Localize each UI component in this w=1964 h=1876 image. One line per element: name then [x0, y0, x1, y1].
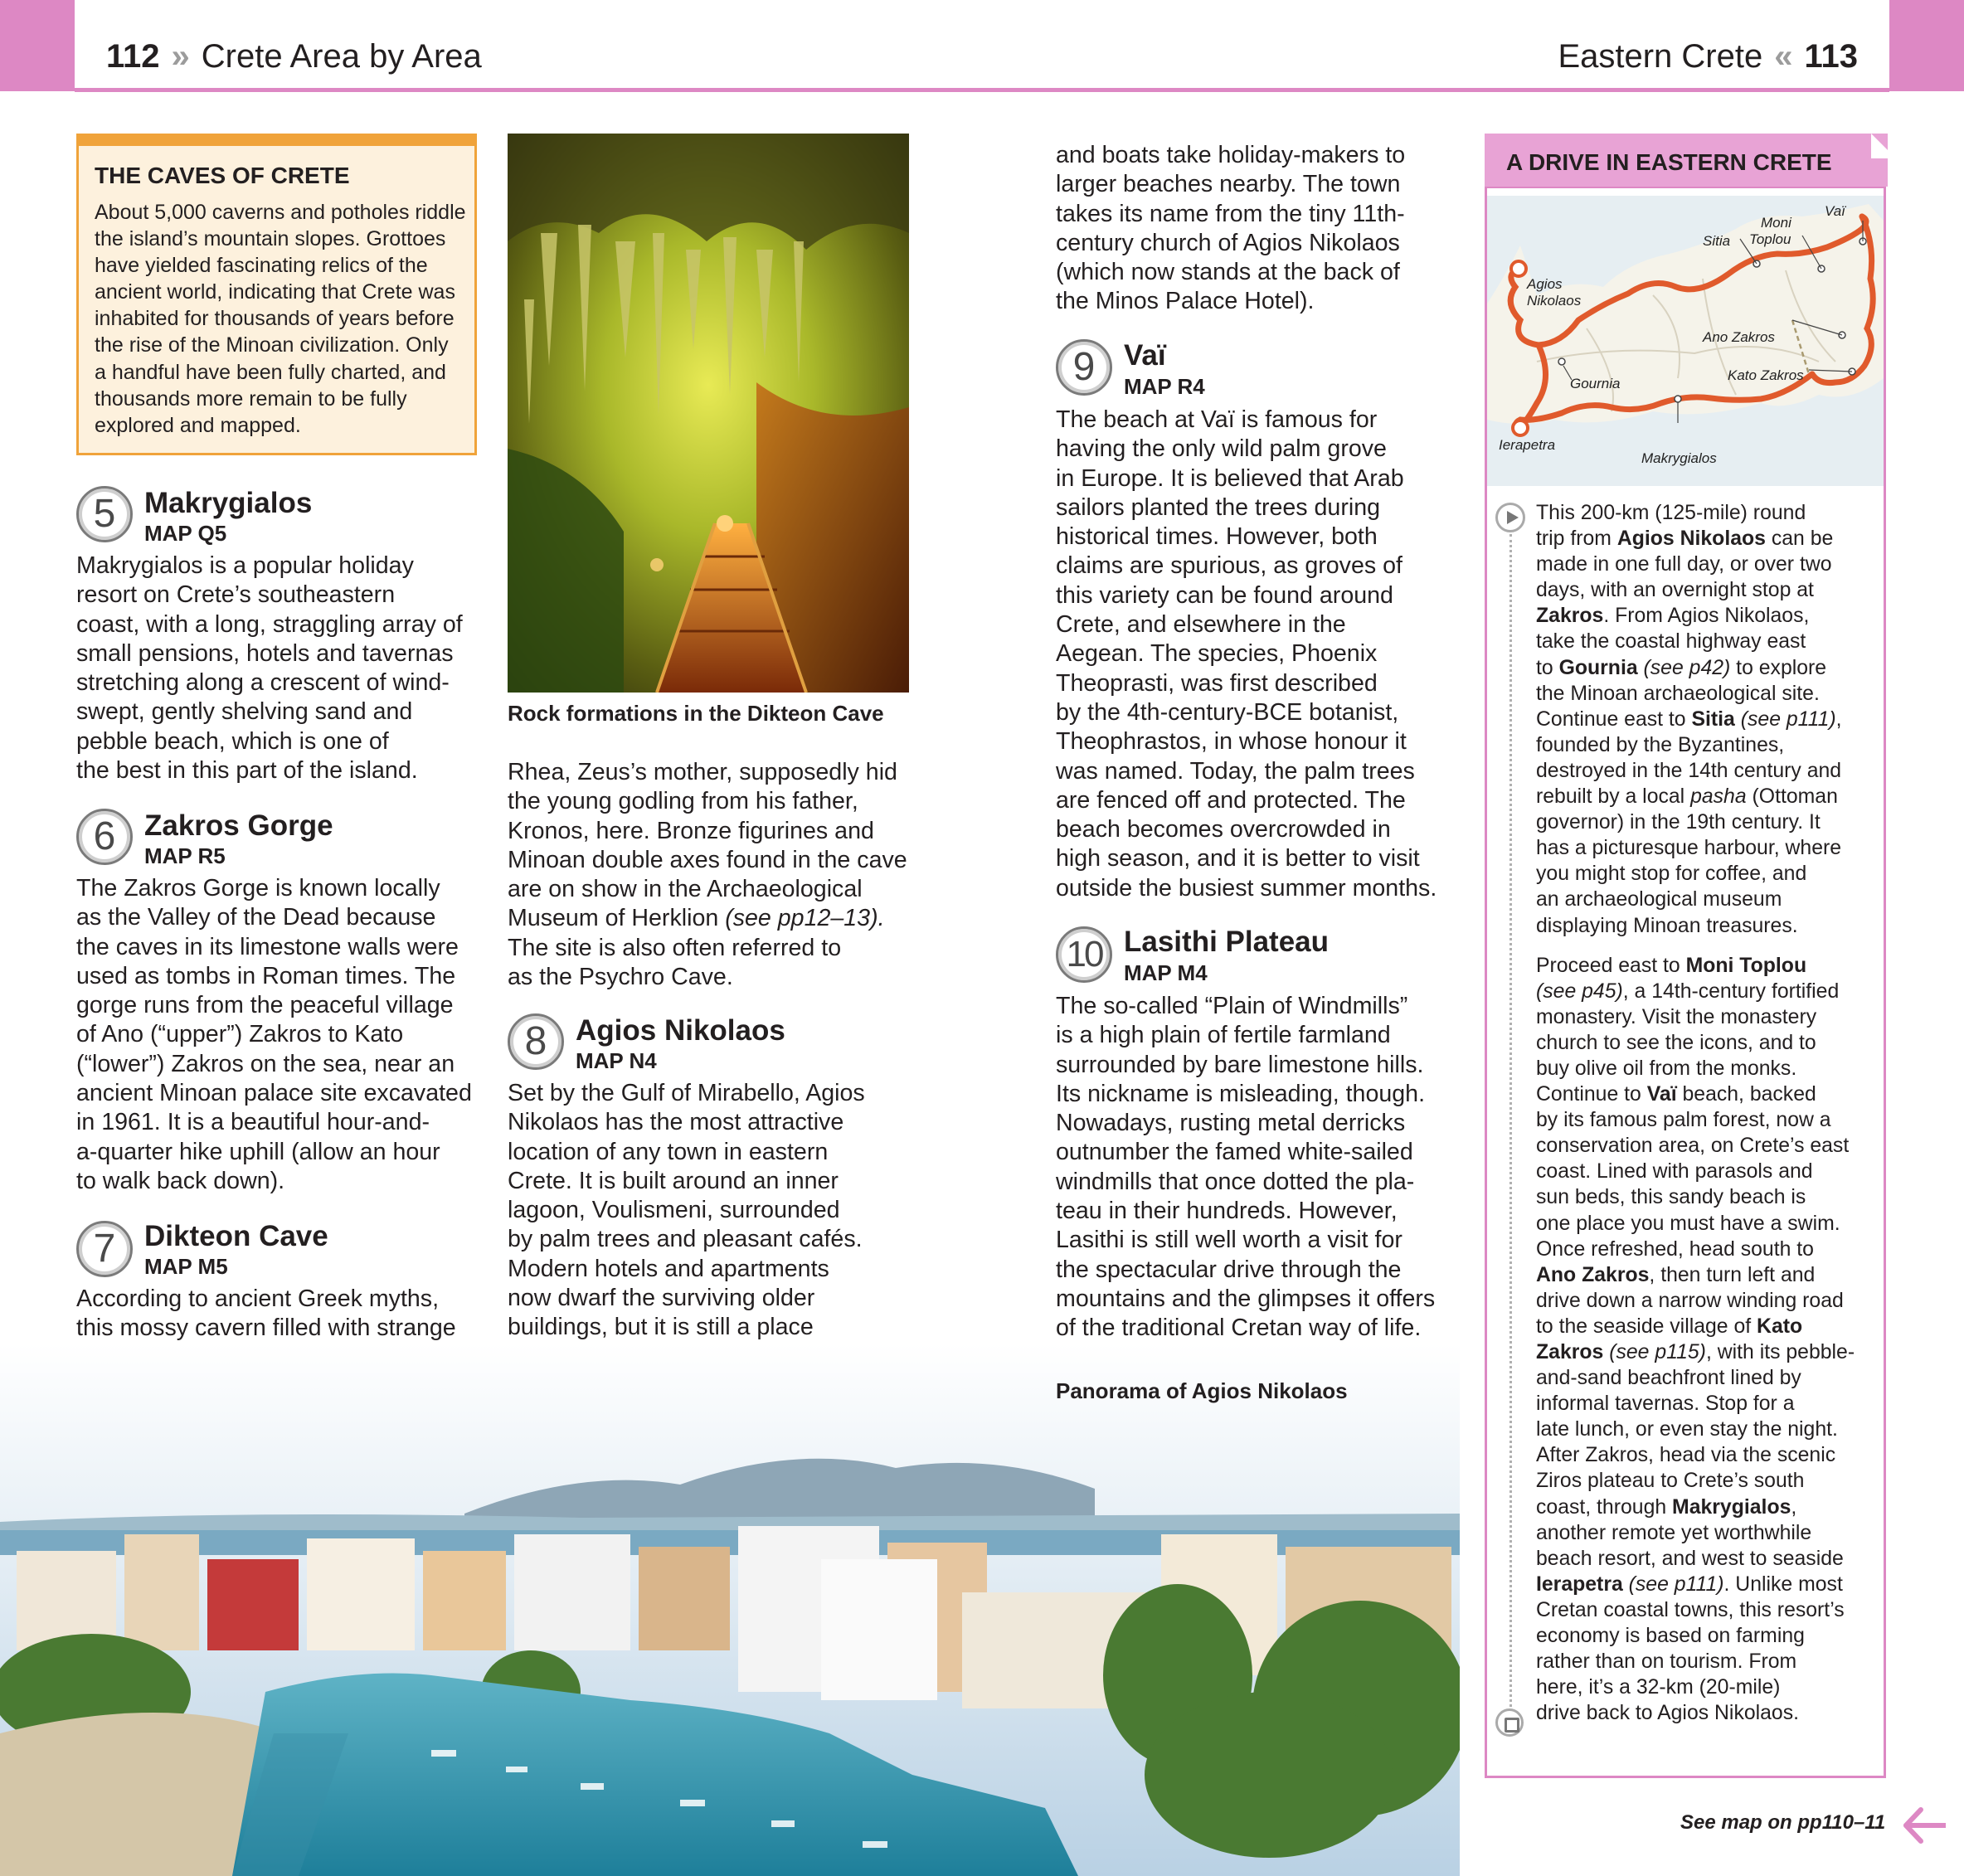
- text-run: [1623, 1573, 1629, 1596]
- place-name: Zakros: [1536, 1341, 1604, 1363]
- text-run: informal tavernas. Stop for a: [1536, 1392, 1795, 1416]
- text-line: coast, with a long, straggling array of: [76, 610, 463, 638]
- text-run: to explore: [1730, 656, 1827, 679]
- text-run: ,: [1791, 1495, 1797, 1519]
- text-line: to walk back down).: [76, 1167, 285, 1194]
- text-line: outside the busiest summer months.: [1056, 874, 1437, 902]
- text-line: Its nickname is misleading, though.: [1056, 1080, 1426, 1107]
- place-name: Makrygialos: [1672, 1495, 1791, 1519]
- right-section-title: Eastern Crete: [1558, 38, 1763, 75]
- text-line: the best in this part of the island.: [76, 757, 418, 785]
- text-run: has a picturesque harbour, where: [1536, 837, 1842, 860]
- text-run: to the seaside village of: [1536, 1315, 1757, 1338]
- map-label-nikolaos: Nikolaos: [1527, 293, 1582, 309]
- text-run: founded by the Byzantines,: [1536, 733, 1785, 756]
- text-line: [1536, 784, 1878, 809]
- text-line: [1536, 1649, 1878, 1674]
- text-run: here, it’s a 32-km (20-mile): [1536, 1676, 1781, 1699]
- entry-number-badge: 6: [76, 809, 133, 865]
- route-start-icon: [1495, 503, 1525, 532]
- text-line: sailors planted the trees during: [1056, 493, 1381, 521]
- text-line: [1536, 707, 1878, 732]
- text-line: now dwarf the surviving older: [508, 1285, 815, 1312]
- text-line: Crete. It is built around an inner: [508, 1167, 839, 1194]
- map-label-gournia: Gournia: [1570, 376, 1621, 391]
- map-label-vai: Vaï: [1825, 203, 1845, 219]
- text-run: coast. Lined with parasols and: [1536, 1160, 1813, 1183]
- text-line: and boats take holiday-makers to: [1056, 142, 1406, 168]
- page-ref: pasha: [1690, 785, 1747, 809]
- dikteon-cont-lines: [508, 758, 922, 904]
- dikteon-museum-ref: [508, 904, 922, 933]
- text-run: Continue east to: [1536, 707, 1692, 731]
- text-run: , a 14th-century fortified: [1622, 979, 1840, 1003]
- text-line: of the traditional Cretan way of life.: [1056, 1315, 1422, 1342]
- text-line: [1536, 835, 1878, 861]
- chevron-left-icon: «: [1774, 38, 1793, 75]
- drive-panel-title: A DRIVE IN EASTERN CRETE: [1506, 149, 1832, 175]
- text-line: are fenced off and protected. The: [1056, 786, 1406, 814]
- text-line: (which now stands at the back of: [1056, 259, 1400, 286]
- entry-title-vai: Vaï: [1124, 339, 1166, 372]
- text-run: . From Agios Nikolaos,: [1603, 605, 1810, 628]
- agios-nikolaos-marker: [1511, 261, 1526, 276]
- text-line: [1536, 1700, 1878, 1726]
- text-run: , with its pebble-: [1705, 1341, 1855, 1363]
- entry-body-zakros-gorge: [76, 874, 491, 1196]
- text-line: a handful have been fully charted, and: [95, 360, 446, 384]
- text-line: the young godling from his father,: [508, 788, 858, 815]
- text-run: [1638, 657, 1644, 679]
- ierapetra-marker: [1513, 420, 1528, 435]
- text-line: used as tombs in Roman times. The: [76, 962, 456, 989]
- text-run: made in one full day, or over two: [1536, 553, 1832, 576]
- text-run: [1735, 708, 1741, 731]
- text-line: [1536, 1107, 1878, 1133]
- text-run: sun beds, this sandy beach is: [1536, 1186, 1806, 1209]
- text-line: small pensions, hotels and tavernas: [76, 639, 454, 667]
- map-label-moni: Moni: [1761, 215, 1791, 231]
- text-line: Lasithi is still well worth a visit for: [1056, 1227, 1403, 1254]
- text-line: thousands more remain to be fully: [95, 386, 407, 411]
- entry-map-ref: MAP N4: [576, 1048, 657, 1073]
- entry-map-ref: MAP Q5: [144, 521, 227, 546]
- text-line: Theophrastos, in whose honour it: [1056, 728, 1407, 756]
- text-line: Minoan double axes found in the cave: [508, 846, 907, 873]
- entry-title-dikteon-cave: Dikteon Cave: [144, 1220, 328, 1252]
- text-line: ancient Minoan palace site excavated: [76, 1080, 472, 1107]
- text-line: [1536, 1133, 1878, 1159]
- text-run: destroyed in the 14th century and: [1536, 759, 1842, 782]
- cave-photo-caption: Rock formations in the Dikteon Cave: [508, 701, 884, 726]
- text-line: pebble beach, which is one of: [76, 727, 389, 755]
- text-run: buy olive oil from the monks.: [1536, 1057, 1797, 1080]
- entry-number-badge: 9: [1056, 339, 1112, 396]
- text-line: swept, gently shelving sand and: [76, 698, 413, 726]
- entry-title-lasithi-plateau: Lasithi Plateau: [1124, 926, 1330, 958]
- text-line: The site is also often referred to: [508, 934, 842, 961]
- text-line: [1536, 603, 1878, 629]
- text-line: outnumber the famed white-sailed: [1056, 1139, 1413, 1166]
- entry-number-badge: 10: [1056, 926, 1112, 983]
- map-label-ano-zakros: Ano Zakros: [1703, 329, 1775, 345]
- text-line: [1536, 1004, 1878, 1030]
- text-line: [1536, 1237, 1878, 1262]
- text-line: century church of Agios Nikolaos: [1056, 229, 1400, 256]
- text-line: According to ancient Greek myths,: [76, 1285, 440, 1312]
- text-line: teau in their hundreds. However,: [1056, 1198, 1398, 1225]
- entry-number-badge: 8: [508, 1013, 564, 1070]
- entry-map-ref: MAP M4: [1124, 960, 1208, 985]
- text-line: Nowadays, rusting metal derricks: [1056, 1110, 1406, 1137]
- text-line: as the Valley of the Dead because: [76, 904, 436, 931]
- panorama-illustration: [0, 1344, 1460, 1876]
- text-line: [1536, 1365, 1878, 1391]
- arrow-left-icon: [1899, 1805, 1946, 1846]
- text-run: Ziros plateau to Crete’s south: [1536, 1470, 1805, 1493]
- text-line: [1536, 1314, 1878, 1339]
- entry-title-zakros-gorge: Zakros Gorge: [144, 809, 333, 842]
- caves-box-title: THE CAVES OF CRETE: [95, 163, 350, 188]
- route-map-graphic: [1487, 196, 1884, 486]
- map-label-toplou: Toplou: [1749, 231, 1791, 247]
- text-run: another remote yet worthwhile: [1536, 1521, 1812, 1544]
- text-line: takes its name from the tiny 11th-: [1056, 200, 1405, 227]
- entry-number-badge: 7: [76, 1221, 133, 1277]
- drive-panel-text: [1536, 500, 1878, 1726]
- header-left: [106, 40, 482, 73]
- text-run: Proceed east to: [1536, 954, 1686, 977]
- text-run: trip from: [1536, 527, 1617, 551]
- text-line: [1536, 861, 1878, 887]
- page-ref: (see p115): [1609, 1341, 1706, 1363]
- map-label-ierapetra: Ierapetra: [1499, 437, 1556, 453]
- place-name: Kato: [1757, 1315, 1803, 1338]
- text-run: (Ottoman: [1746, 785, 1838, 809]
- text-line: [1536, 1184, 1878, 1210]
- text-line: [1536, 629, 1878, 654]
- text-run: Continue to: [1536, 1083, 1647, 1106]
- text-line: The so-called “Plain of Windmills”: [1056, 993, 1408, 1019]
- text-line: high season, and it is better to visit: [1056, 845, 1420, 872]
- text-line: surrounded by bare limestone hills.: [1056, 1051, 1424, 1078]
- text-line: [1536, 1159, 1878, 1184]
- text-run: , then turn left and: [1649, 1263, 1816, 1286]
- text-line: [1536, 577, 1878, 603]
- panorama-caption: Panorama of Agios Nikolaos: [1056, 1378, 1348, 1403]
- text-line: the Minos Palace Hotel).: [1056, 288, 1315, 315]
- text-run: you might stop for coffee, and: [1536, 863, 1807, 886]
- text-line: Rhea, Zeus’s mother, supposedly hid: [508, 759, 897, 785]
- text-line: [1536, 1572, 1878, 1597]
- text-run: days, with an overnight stop at: [1536, 579, 1814, 602]
- place-name: Moni Toplou: [1685, 954, 1807, 977]
- text-line: ancient world, indicating that Crete was: [95, 280, 455, 304]
- text-line: [1536, 1597, 1878, 1623]
- text-line: Crete, and elsewhere in the: [1056, 611, 1346, 639]
- route-end-icon: [1495, 1708, 1524, 1737]
- text-line: the island’s mountain slopes. Grottoes: [95, 227, 446, 251]
- text-line: The beach at Vaï is famous for: [1056, 406, 1378, 433]
- text-line: [1536, 1030, 1878, 1056]
- text-line: [1536, 1056, 1878, 1081]
- text-line: are on show in the Archaeological: [508, 876, 863, 903]
- text-line: Aegean. The species, Phoenix: [1056, 640, 1378, 668]
- text-line: [1536, 732, 1878, 758]
- text-line: a-quarter hike uphill (allow an hour: [76, 1138, 440, 1165]
- text-line: The Zakros Gorge is known locally: [76, 875, 440, 902]
- text-line: About 5,000 caverns and potholes riddle: [95, 201, 466, 224]
- text-line: [1536, 887, 1878, 912]
- text-line: [1536, 1623, 1878, 1649]
- page-ref: (see p111): [1740, 707, 1836, 731]
- cave-illustration: [508, 134, 909, 693]
- text-line: explored and mapped.: [95, 413, 301, 437]
- text-run: This 200-km (125-mile) round: [1536, 502, 1806, 524]
- text-line: location of any town in eastern: [508, 1138, 829, 1165]
- text-run: can be: [1765, 527, 1834, 551]
- text-line: resort on Crete’s southeastern: [76, 581, 396, 609]
- text-run: beach resort, and west to seaside: [1536, 1547, 1844, 1570]
- text-line: mountains and the glimpses it offers: [1056, 1285, 1436, 1312]
- text-run: rather than on tourism. From: [1536, 1650, 1797, 1674]
- page-ref: (see p111): [1628, 1572, 1724, 1596]
- text-run: Once refreshed, head south to: [1536, 1237, 1814, 1261]
- map-label-agios: Agios: [1527, 276, 1563, 292]
- entry-title-agios-nikolaos: Agios Nikolaos: [576, 1014, 785, 1047]
- text-line: by palm trees and pleasant cafés.: [508, 1226, 863, 1253]
- text-line: [1536, 1468, 1878, 1494]
- text-run: by its famous palm forest, now a: [1536, 1109, 1831, 1132]
- text-line: [1536, 500, 1878, 526]
- page-ref: (see p42): [1643, 656, 1731, 679]
- dikteon-cave-photo: [508, 134, 909, 693]
- drive-paragraph-1: [1536, 500, 1878, 939]
- text-line: of Ano (“upper”) Zakros to Kato: [76, 1021, 404, 1048]
- place-name: Gournia: [1558, 656, 1638, 679]
- entry-body-agios-nikolaos-cont: [1056, 141, 1471, 317]
- header-left-tab: [0, 0, 76, 91]
- text-line: [1536, 979, 1878, 1004]
- text-run: Cretan coastal towns, this resort’s: [1536, 1598, 1845, 1621]
- place-name: Ierapetra: [1536, 1572, 1623, 1596]
- text-line: claims are spurious, as groves of: [1056, 552, 1403, 580]
- text-line: [1536, 913, 1878, 939]
- text-run: the Minoan archaeological site.: [1536, 682, 1820, 705]
- text-line: larger beaches nearby. The town: [1056, 171, 1401, 198]
- text-line: [1536, 1674, 1878, 1700]
- text-line: Nikolaos has the most attractive: [508, 1109, 844, 1136]
- text-line: [1536, 1081, 1878, 1107]
- text-line: [1536, 1494, 1878, 1520]
- text-line: this mossy cavern filled with strange: [76, 1315, 456, 1342]
- text-line: gorge runs from the peaceful village: [76, 992, 454, 1019]
- entry-number-badge: 5: [76, 486, 133, 542]
- text-line: in Europe. It is believed that Arab: [1056, 464, 1404, 492]
- text-line: [1536, 526, 1878, 552]
- map-label-sitia: Sitia: [1703, 233, 1731, 249]
- text-run: rebuilt by a local: [1536, 785, 1691, 809]
- text-line: [1536, 1442, 1878, 1468]
- text-run: economy is based on farming: [1536, 1625, 1805, 1648]
- text-line: [1536, 809, 1878, 835]
- text-line: [1536, 552, 1878, 577]
- text-line: (“lower”) Zakros on the sea, near an: [76, 1050, 455, 1077]
- text-run: one place you must have a swim.: [1536, 1212, 1840, 1235]
- text-line: this variety can be found around: [1056, 581, 1393, 609]
- place-name: Ano Zakros: [1536, 1263, 1650, 1286]
- text-run: displaying Minoan treasures.: [1536, 914, 1798, 937]
- caves-box-body: [95, 199, 468, 439]
- entry-body-lasithi-plateau: [1056, 992, 1479, 1344]
- left-page-number: 112: [106, 38, 160, 75]
- text-run: take the coastal highway east: [1536, 630, 1806, 654]
- text-run: late lunch, or even stay the night.: [1536, 1418, 1838, 1441]
- text-line: have yielded fascinating relics of the: [95, 254, 428, 278]
- entry-body-dikteon-cave-cont: [508, 758, 922, 992]
- drive-route-map: [1487, 196, 1884, 486]
- text-run: governor) in the 19th century. It: [1536, 811, 1821, 834]
- see-map-reference: See map on pp110–11: [1680, 1811, 1886, 1834]
- text-run: ,: [1835, 707, 1842, 731]
- text-line: [1536, 953, 1878, 979]
- text-line: [1536, 1211, 1878, 1237]
- text-run: After Zakros, head via the scenic: [1536, 1444, 1836, 1467]
- entry-map-ref: MAP M5: [144, 1254, 228, 1279]
- text-line: inhabited for thousands of years before: [95, 307, 455, 331]
- text-run: drive down a narrow winding road: [1536, 1289, 1844, 1312]
- text-line: was named. Today, the palm trees: [1056, 757, 1415, 785]
- text-line: [1536, 1520, 1878, 1546]
- text-line: historical times. However, both: [1056, 523, 1378, 551]
- drive-paragraph-2: [1536, 953, 1878, 1727]
- text-line: windmills that once dotted the pla-: [1056, 1168, 1415, 1195]
- text-run: to: [1536, 656, 1559, 679]
- text-run: coast, through: [1536, 1495, 1673, 1519]
- header-right: [1558, 40, 1858, 73]
- place-name: Sitia: [1691, 707, 1735, 731]
- text-line: beach becomes overcrowded in: [1056, 816, 1391, 843]
- text-line: [1536, 1546, 1878, 1572]
- text-line: Kronos, here. Bronze figurines and: [508, 817, 874, 844]
- map-label-kato-zakros: Kato Zakros: [1728, 367, 1804, 383]
- text-run: monastery. Visit the monastery: [1536, 1005, 1817, 1028]
- text-line: [1536, 1391, 1878, 1417]
- text-line: in 1961. It is a beautiful hour-and-: [76, 1109, 430, 1136]
- entry-map-ref: MAP R4: [1124, 374, 1205, 399]
- text-line: Modern hotels and apartments: [508, 1255, 829, 1282]
- text-run: drive back to Agios Nikolaos.: [1536, 1702, 1800, 1725]
- text-line: [1536, 1262, 1878, 1288]
- text-line: the caves in its limestone walls were: [76, 933, 459, 960]
- text-line: [1536, 655, 1878, 681]
- text-run: . Unlike most: [1723, 1572, 1843, 1596]
- text-line: Set by the Gulf of Mirabello, Agios: [508, 1080, 865, 1106]
- entry-body-vai: [1056, 406, 1479, 903]
- text-line: [1536, 1339, 1878, 1365]
- page-ref: (see p45): [1536, 979, 1623, 1003]
- text-run: beach, backed: [1676, 1083, 1816, 1106]
- text-line: as the Psychro Cave.: [508, 964, 733, 991]
- text-line: is a high plain of fertile farmland: [1056, 1022, 1391, 1049]
- entry-title-makrygialos: Makrygialos: [144, 487, 313, 519]
- text-line: the rise of the Minoan civilization. Only: [95, 333, 449, 357]
- header-corner-notch: [1871, 134, 1896, 158]
- text-line: having the only wild palm grove: [1056, 435, 1387, 463]
- text-run: conservation area, on Crete’s east: [1536, 1135, 1850, 1158]
- chevron-right-icon: »: [171, 38, 190, 75]
- entry-map-ref: MAP R5: [144, 843, 226, 868]
- text-line: [1536, 1288, 1878, 1314]
- text-line: [1536, 1417, 1878, 1442]
- text-line: stretching along a crescent of wind-: [76, 669, 450, 697]
- text-line: [1536, 758, 1878, 784]
- text-line: by the 4th-century-BCE botanist,: [1056, 698, 1399, 726]
- left-section-title: Crete Area by Area: [201, 38, 482, 75]
- text-run: an archaeological museum: [1536, 888, 1782, 911]
- place-name: Zakros: [1536, 605, 1604, 628]
- place-name: Vaï: [1646, 1083, 1677, 1106]
- right-page-number: 113: [1804, 38, 1858, 75]
- text-line: Theoprasti, was first described: [1056, 669, 1378, 697]
- text-line: Makrygialos is a popular holiday: [76, 552, 414, 579]
- text-line: buildings, but it is still a place: [508, 1314, 814, 1341]
- place-name: Agios Nikolaos: [1616, 527, 1766, 551]
- map-label-makrygialos: Makrygialos: [1641, 450, 1717, 466]
- text-line: lagoon, Voulismeni, surrounded: [508, 1197, 840, 1224]
- route-dotted-line: [1509, 534, 1512, 1707]
- dikteon-cont-lines2: [508, 934, 922, 993]
- entry-body-makrygialos: [76, 552, 491, 785]
- dikteon-museum-text: Museum of Herklion: [508, 905, 726, 932]
- dikteon-page-ref: (see pp12–13).: [725, 905, 885, 932]
- text-run: church to see the icons, and to: [1536, 1031, 1816, 1054]
- text-line: the spectacular drive through the: [1056, 1256, 1402, 1283]
- text-run: and-sand beachfront lined by: [1536, 1367, 1801, 1390]
- header-right-tab: [1888, 0, 1964, 91]
- text-line: [1536, 681, 1878, 707]
- agios-nikolaos-panorama-photo: [0, 1344, 1460, 1876]
